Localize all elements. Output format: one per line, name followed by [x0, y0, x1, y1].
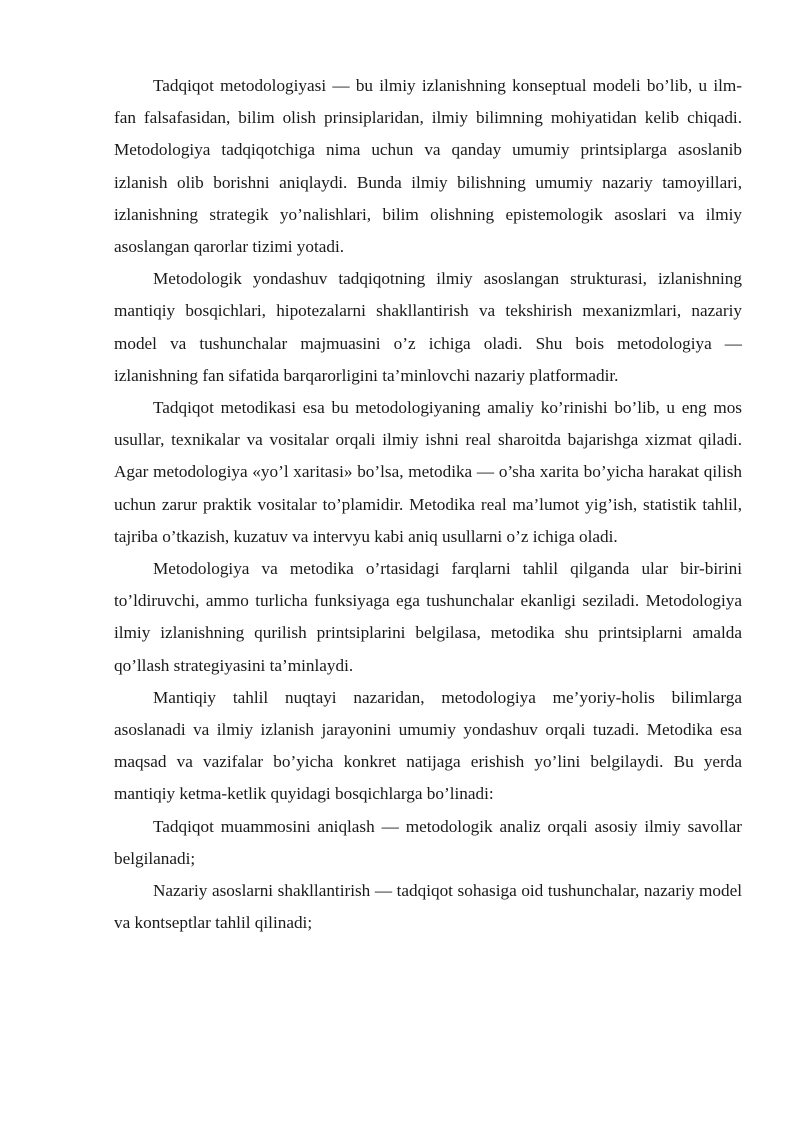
paragraph-methodology-definition: Tadqiqot metodologiyasi — bu ilmiy izlanishning konseptual modeli bo’lib, u ilm-fan falsafasidan, bilim olish prinsiplaridan, ilmiy bilimning mohiyatidan kelib chiqadi. Metodologiya tadqiqotchiga nima uchun va qanday umumiy printsiplarga asoslanib izlanish olib borishni aniqlaydi. Bunda ilmiy bilishning umumiy nazariy tamoyillari, izlanishning strategik yo’nalishlari, bilim olishning epistemologik asoslari va ilmiy asoslangan qarorlar tizimi yotadi.	[114, 76, 742, 257]
paragraph-differences: Metodologiya va metodika o’rtasidagi farqlarni tahlil qilganda ular bir-birini to’ldiruvchi, ammo turlicha funksiyaga ega tushunchalar ekanligi seziladi. Metodologiya ilmiy izlanishning qurilish printsiplarini belgilasa, metodika shu printsiplarni amalda qo’llash strategiyasini ta’minlaydi.	[114, 559, 742, 675]
document-page	[114, 70, 742, 939]
paragraph-methodological-approach: Metodologik yondashuv tadqiqotning ilmiy asoslangan strukturasi, izlanishning mantiqiy bosqichlari, hipotezalarni shakllantirish va tekshirish mexanizmlari, nazariy model va tushunchalar majmuasini o’z ichiga oladi. Shu bois metodologiya — izlanishning fan sifatida barqarorligini ta’minlovchi nazariy platformadir.	[114, 269, 742, 385]
paragraph-step-problem: Tadqiqot muammosini aniqlash — metodologik analiz orqali asosiy ilmiy savollar belgilanadi;	[114, 816, 742, 868]
paragraph-research-methods: Tadqiqot metodikasi esa bu metodologiyaning amaliy ko’rinishi bo’lib, u eng mos usullar, texnikalar va vositalar orqali ilmiy ishni real sharoitda bajarishga xizmat qiladi. Agar metodologiya «yo’l xaritasi» bo’lsa, metodika — o’sha xarita bo’yicha harakat qilish uchun zarur praktik vositalar to’plamidir. Metodika real ma’lumot yig’ish, statistik tahlil, tajriba o’tkazish, kuzatuv va intervyu kabi aniq usullarni o’z ichiga oladi.	[114, 398, 742, 546]
paragraph-step-theory: Nazariy asoslarni shakllantirish — tadqiqot sohasiga oid tushunchalar, nazariy model va kontseptlar tahlil qilinadi;	[114, 881, 742, 933]
paragraph-logical-analysis: Mantiqiy tahlil nuqtayi nazaridan, metodologiya me’yoriy-holis bilimlarga asoslanadi va ilmiy izlanish jarayonini umumiy yondashuv orqali tuzadi. Metodika esa maqsad va vazifalar bo’yicha konkret natijaga erishish yo’lini belgilaydi. Bu yerda mantiqiy ketma-ketlik quyidagi bosqichlarga bo’linadi:	[114, 687, 742, 804]
